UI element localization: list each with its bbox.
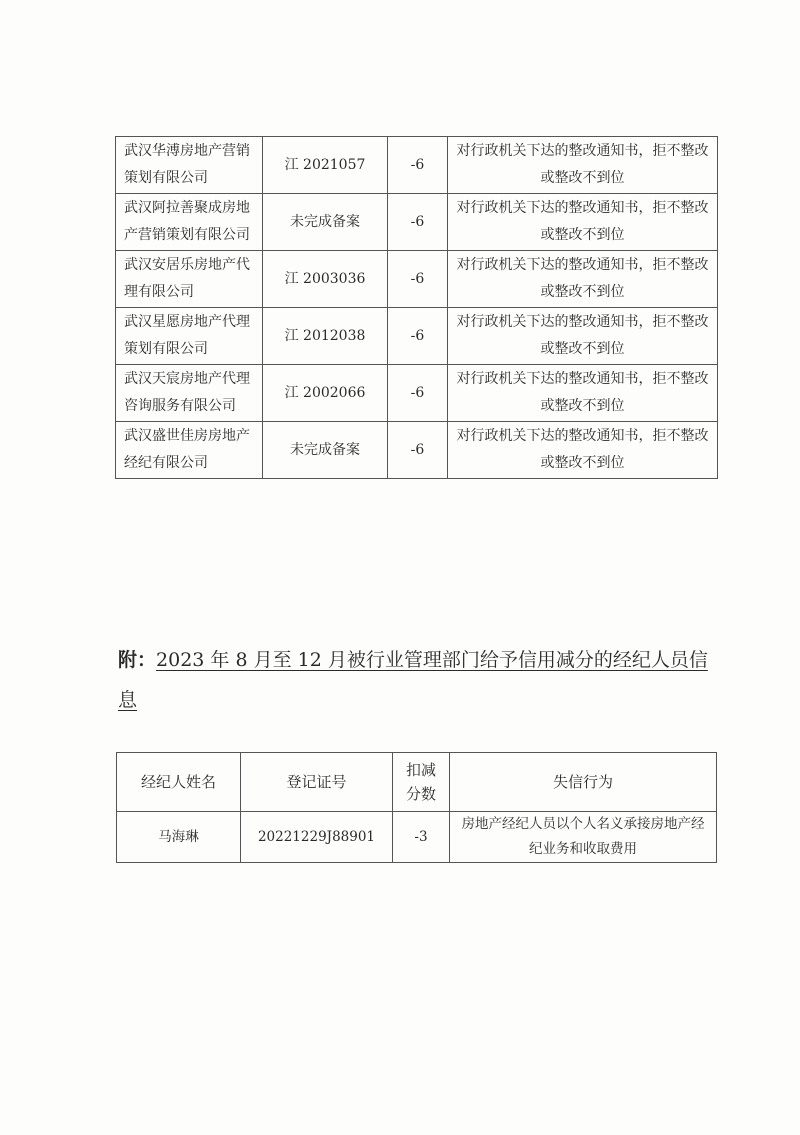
appendix-heading	[118, 640, 708, 720]
table-row	[116, 251, 718, 308]
violation-behavior: 对行政机关下达的整改通知书，拒不整改 或整改不到位	[448, 137, 718, 194]
table-row	[116, 137, 718, 194]
company-name: 武汉安居乐房地产代 理有限公司	[116, 251, 263, 308]
cert-number: 20221229J88901	[241, 812, 393, 863]
deduction-score: -6	[388, 422, 448, 479]
record-number: 江 2003036	[263, 251, 388, 308]
violation-behavior: 对行政机关下达的整改通知书，拒不整改 或整改不到位	[448, 422, 718, 479]
deduction-score: -6	[388, 137, 448, 194]
violation-behavior: 对行政机关下达的整改通知书，拒不整改 或整改不到位	[448, 194, 718, 251]
header-agent-name: 经纪人姓名	[117, 753, 241, 812]
violation-behavior: 对行政机关下达的整改通知书，拒不整改 或整改不到位	[448, 251, 718, 308]
violation-behavior: 房地产经纪人员以个人名义承接房地产经 纪业务和收取费用	[450, 812, 717, 863]
company-name: 武汉华溥房地产营销 策划有限公司	[116, 137, 263, 194]
header-cert-number: 登记证号	[241, 753, 393, 812]
table-header-row	[117, 753, 717, 812]
table-row	[116, 194, 718, 251]
table-row	[116, 422, 718, 479]
record-number: 江 2021057	[263, 137, 388, 194]
deduction-score: -6	[388, 308, 448, 365]
agent-deduction-table	[116, 752, 717, 863]
company-name: 武汉盛世佳房房地产 经纪有限公司	[116, 422, 263, 479]
header-deduction-score: 扣减 分数	[393, 753, 450, 812]
appendix-label: 附：	[118, 649, 157, 671]
header-violation-behavior: 失信行为	[450, 753, 717, 812]
appendix-title: 2023 年 8 月至 12 月被行业管理部门给予信用减分的经纪人员信息	[118, 649, 708, 711]
company-name: 武汉星愿房地产代理 策划有限公司	[116, 308, 263, 365]
deduction-score: -3	[393, 812, 450, 863]
table-row	[116, 308, 718, 365]
deduction-score: -6	[388, 365, 448, 422]
record-number: 江 2002066	[263, 365, 388, 422]
company-name: 武汉阿拉善聚成房地 产营销策划有限公司	[116, 194, 263, 251]
deduction-score: -6	[388, 251, 448, 308]
company-name: 武汉天宸房地产代理 咨询服务有限公司	[116, 365, 263, 422]
violation-behavior: 对行政机关下达的整改通知书，拒不整改 或整改不到位	[448, 365, 718, 422]
table-row	[116, 365, 718, 422]
record-number: 未完成备案	[263, 422, 388, 479]
violation-behavior: 对行政机关下达的整改通知书，拒不整改 或整改不到位	[448, 308, 718, 365]
company-deduction-table	[115, 136, 718, 479]
record-number: 未完成备案	[263, 194, 388, 251]
record-number: 江 2012038	[263, 308, 388, 365]
agent-name: 马海琳	[117, 812, 241, 863]
table-row	[117, 812, 717, 863]
deduction-score: -6	[388, 194, 448, 251]
